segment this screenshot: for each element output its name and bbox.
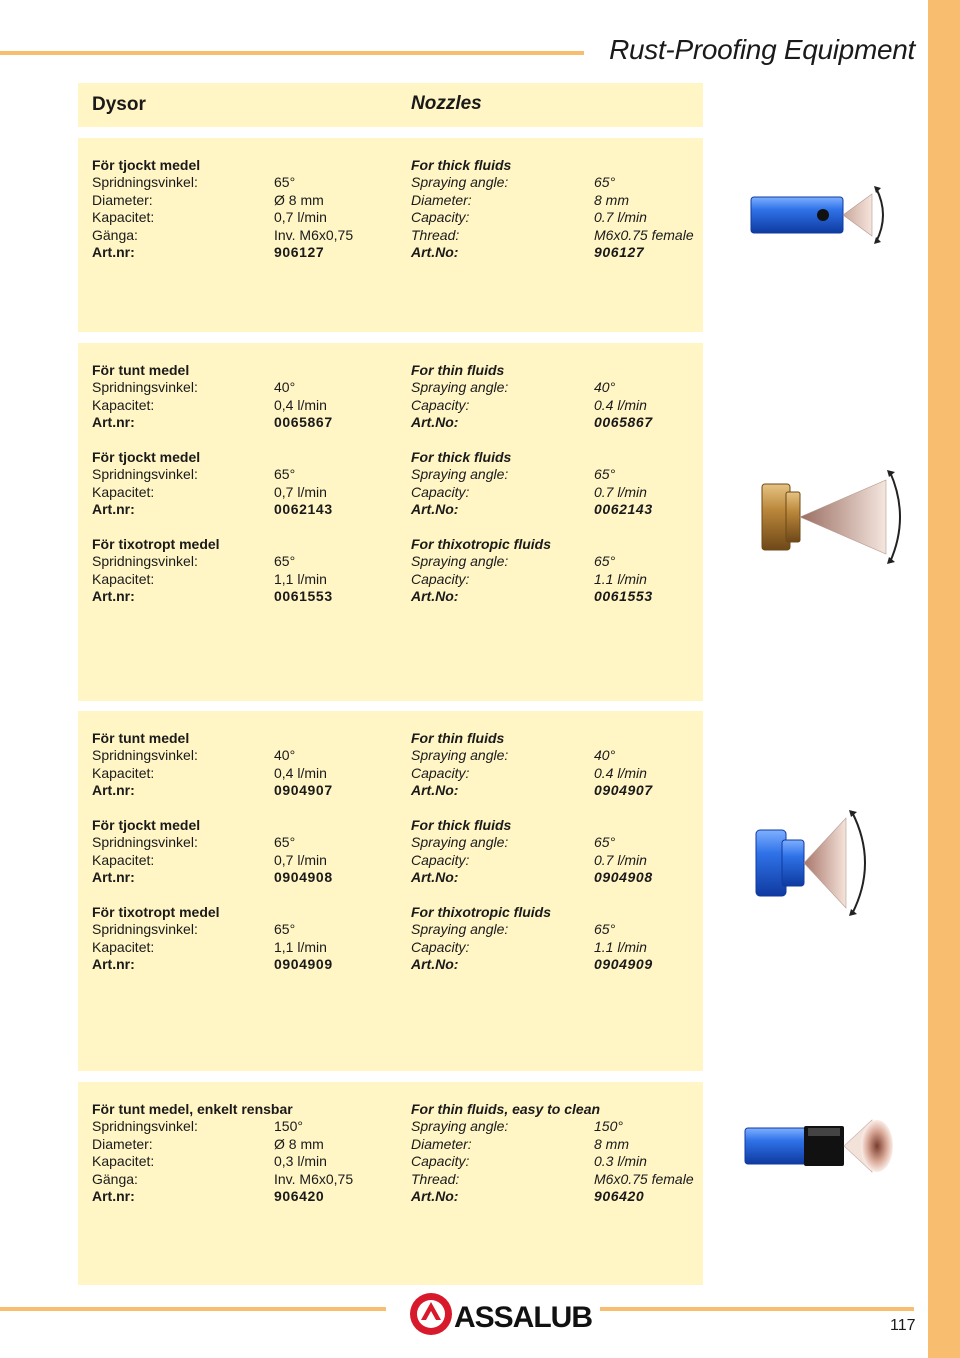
spec-value-en: 8 mm [594,191,629,208]
spec-value-en: 0904909 [594,956,653,973]
spec-label-sv: Art.nr: [92,782,135,799]
page-title: Rust-Proofing Equipment [609,34,915,65]
spec-label-sv: Kapacitet: [92,483,155,500]
spec-value-en: 0062143 [594,501,653,518]
spec-value-sv: 40° [274,379,296,396]
spec-label-en: Art.No: [411,414,459,431]
spec-label-en: Art.No: [411,1188,459,1204]
spec-value-en: 0.4 l/min [594,764,647,781]
spec-value-sv: Ø 8 mm [274,1135,324,1152]
spec-label-sv: För tjockt medel [92,449,201,465]
spec-label-sv: Kapacitet: [92,851,155,868]
spec-value-sv: 65° [274,174,296,191]
spec-label-en: For thin fluids [411,730,505,746]
spec-value-en: 65° [594,174,616,191]
spec-value-en: 0904908 [594,869,653,886]
spec-value-sv: 1,1 l/min [274,570,327,587]
section-header [78,83,703,127]
spec-value-en: 0904907 [594,782,653,799]
spec-value-en: 65° [594,834,616,851]
bottom-rule-left [0,1307,386,1311]
spec-value-sv: 0,7 l/min [274,483,327,500]
spec-value-sv: 0061553 [274,588,333,605]
spec-value-sv: 150° [274,1118,303,1135]
spec-value-en: M6x0.75 female [594,1170,694,1187]
spec-value-en: 40° [594,747,616,764]
spec-value-sv: 0904908 [274,869,333,886]
spec-label-en: Spraying angle: [411,921,509,938]
spec-value-sv: Inv. M6x0,75 [274,1170,354,1187]
right-accent-bar [928,0,960,1358]
assalub-logo [408,1290,593,1338]
spec-label-sv: Art.nr: [92,244,135,260]
spec-label-en: Art.No: [411,782,459,799]
spec-label-sv: Spridningsvinkel: [92,174,198,191]
spec-label-en: Art.No: [411,501,459,518]
spec-value-sv: 906127 [274,244,325,260]
spec-label-en: Capacity: [411,764,470,781]
spec-label-en: Spraying angle: [411,747,509,764]
spec-label-sv: Art.nr: [92,1188,135,1204]
spec-label-sv: Kapacitet: [92,1153,155,1170]
spec-label-sv: Art.nr: [92,588,135,605]
spec-value-sv: 0,7 l/min [274,851,327,868]
spec-label-sv: För tjockt medel [92,157,201,173]
spec-label-sv: För tixotropt medel [92,904,220,920]
section-title-sv: Dysor [92,94,146,115]
spec-value-en: 65° [594,921,616,938]
spec-value-sv: 0,4 l/min [274,764,327,781]
spec-value-en: 906420 [594,1188,645,1204]
top-rule [0,51,584,55]
spec-value-en: 65° [594,466,616,483]
spec-value-en: 0.7 l/min [594,851,647,868]
spec-label-sv: Diameter: [92,191,153,208]
spec-value-en: 1.1 l/min [594,938,647,955]
spec-value-en: 0061553 [594,588,653,605]
spec-label-sv: För tunt medel, enkelt rensbar [92,1101,293,1117]
spec-label-sv: Gänga: [92,226,138,243]
spec-label-sv: Spridningsvinkel: [92,747,198,764]
spec-label-en: For thin fluids, easy to clean [411,1101,601,1117]
spec-value-sv: 65° [274,921,296,938]
nozzle-brass-illustration [758,462,908,572]
spec-label-sv: Kapacitet: [92,209,155,226]
spec-label-sv: Kapacitet: [92,938,155,955]
logo-text: ASSALUB [454,1301,593,1334]
spec-label-sv: För tjockt medel [92,817,201,833]
spec-label-en: For thin fluids [411,362,505,378]
nozzle-blue-straight-illustration [748,180,893,250]
spec-value-sv: 0,7 l/min [274,209,327,226]
spec-label-en: Diameter: [411,191,472,208]
spec-value-en: 65° [594,553,616,570]
spec-label-en: Art.No: [411,869,459,886]
spec-value-sv: 0065867 [274,414,333,431]
spec-label-sv: Art.nr: [92,414,135,431]
spec-label-en: For thixotropic fluids [411,904,551,920]
spec-label-en: Spraying angle: [411,379,509,396]
spec-value-en: 1.1 l/min [594,570,647,587]
spec-value-en: 40° [594,379,616,396]
spec-value-en: 0.3 l/min [594,1153,647,1170]
spec-label-sv: Diameter: [92,1135,153,1152]
spec-label-sv: Kapacitet: [92,570,155,587]
bottom-rule-right [600,1307,914,1311]
spec-value-en: 0.7 l/min [594,209,647,226]
spec-label-sv: För tixotropt medel [92,536,220,552]
spec-label-en: Capacity: [411,1153,470,1170]
spec-label-en: Capacity: [411,851,470,868]
spec-label-en: Art.No: [411,588,459,605]
spec-value-sv: 0,3 l/min [274,1153,327,1170]
spec-value-en: 8 mm [594,1135,629,1152]
nozzle-panel-1 [78,138,703,332]
spec-value-sv: 0904907 [274,782,333,799]
spec-label-sv: Gänga: [92,1170,138,1187]
nozzle-panel-2 [78,343,703,701]
spec-label-sv: Spridningsvinkel: [92,466,198,483]
spec-label-sv: Spridningsvinkel: [92,1118,198,1135]
page-number: 117 [890,1317,916,1334]
spec-label-en: Spraying angle: [411,466,509,483]
spec-label-sv: Spridningsvinkel: [92,553,198,570]
spec-label-en: Capacity: [411,570,470,587]
spec-label-en: Spraying angle: [411,174,509,191]
spec-label-en: Art.No: [411,956,459,973]
spec-label-en: Thread: [411,226,460,243]
spec-value-sv: 40° [274,747,296,764]
spec-label-en: For thick fluids [411,157,512,173]
spec-label-sv: Art.nr: [92,869,135,886]
spec-value-en: 0065867 [594,414,653,431]
spec-value-sv: 906420 [274,1188,325,1204]
spec-label-en: Spraying angle: [411,1118,509,1135]
spec-label-en: Spraying angle: [411,834,509,851]
spec-label-sv: Kapacitet: [92,396,155,413]
spec-label-en: For thixotropic fluids [411,536,551,552]
spec-label-sv: För tunt medel [92,730,190,746]
spec-value-sv: 0062143 [274,501,333,518]
spec-value-en: 0.7 l/min [594,483,647,500]
spec-value-en: 150° [594,1118,623,1135]
spec-label-en: For thick fluids [411,817,512,833]
spec-label-en: Art.No: [411,244,459,260]
nozzle-panel-3 [78,711,703,1071]
spec-value-sv: 65° [274,834,296,851]
spec-label-sv: Kapacitet: [92,764,155,781]
spec-label-sv: Art.nr: [92,501,135,518]
spec-label-en: For thick fluids [411,449,512,465]
spec-value-sv: Inv. M6x0,75 [274,226,354,243]
spec-value-en: 906127 [594,244,645,260]
spec-label-en: Capacity: [411,396,470,413]
nozzle-blue-wide-illustration [752,808,882,918]
spec-value-sv: 0904909 [274,956,333,973]
spec-label-en: Diameter: [411,1135,472,1152]
section-title-en: Nozzles [411,93,482,114]
spec-value-en: 0.4 l/min [594,396,647,413]
spec-label-sv: Art.nr: [92,956,135,973]
nozzle-panel-4 [78,1082,703,1285]
spec-label-en: Capacity: [411,938,470,955]
spec-value-sv: 65° [274,466,296,483]
spec-label-sv: För tunt medel [92,362,190,378]
spec-value-en: M6x0.75 female [594,226,694,243]
spec-value-sv: Ø 8 mm [274,191,324,208]
spec-label-sv: Spridningsvinkel: [92,379,198,396]
spec-value-sv: 1,1 l/min [274,938,327,955]
spec-label-en: Thread: [411,1170,460,1187]
spec-value-sv: 0,4 l/min [274,396,327,413]
spec-label-sv: Spridningsvinkel: [92,834,198,851]
nozzle-easy-clean-illustration [742,1114,902,1178]
spec-value-sv: 65° [274,553,296,570]
spec-label-sv: Spridningsvinkel: [92,921,198,938]
spec-label-en: Capacity: [411,483,470,500]
spec-label-en: Spraying angle: [411,553,509,570]
spec-label-en: Capacity: [411,209,470,226]
